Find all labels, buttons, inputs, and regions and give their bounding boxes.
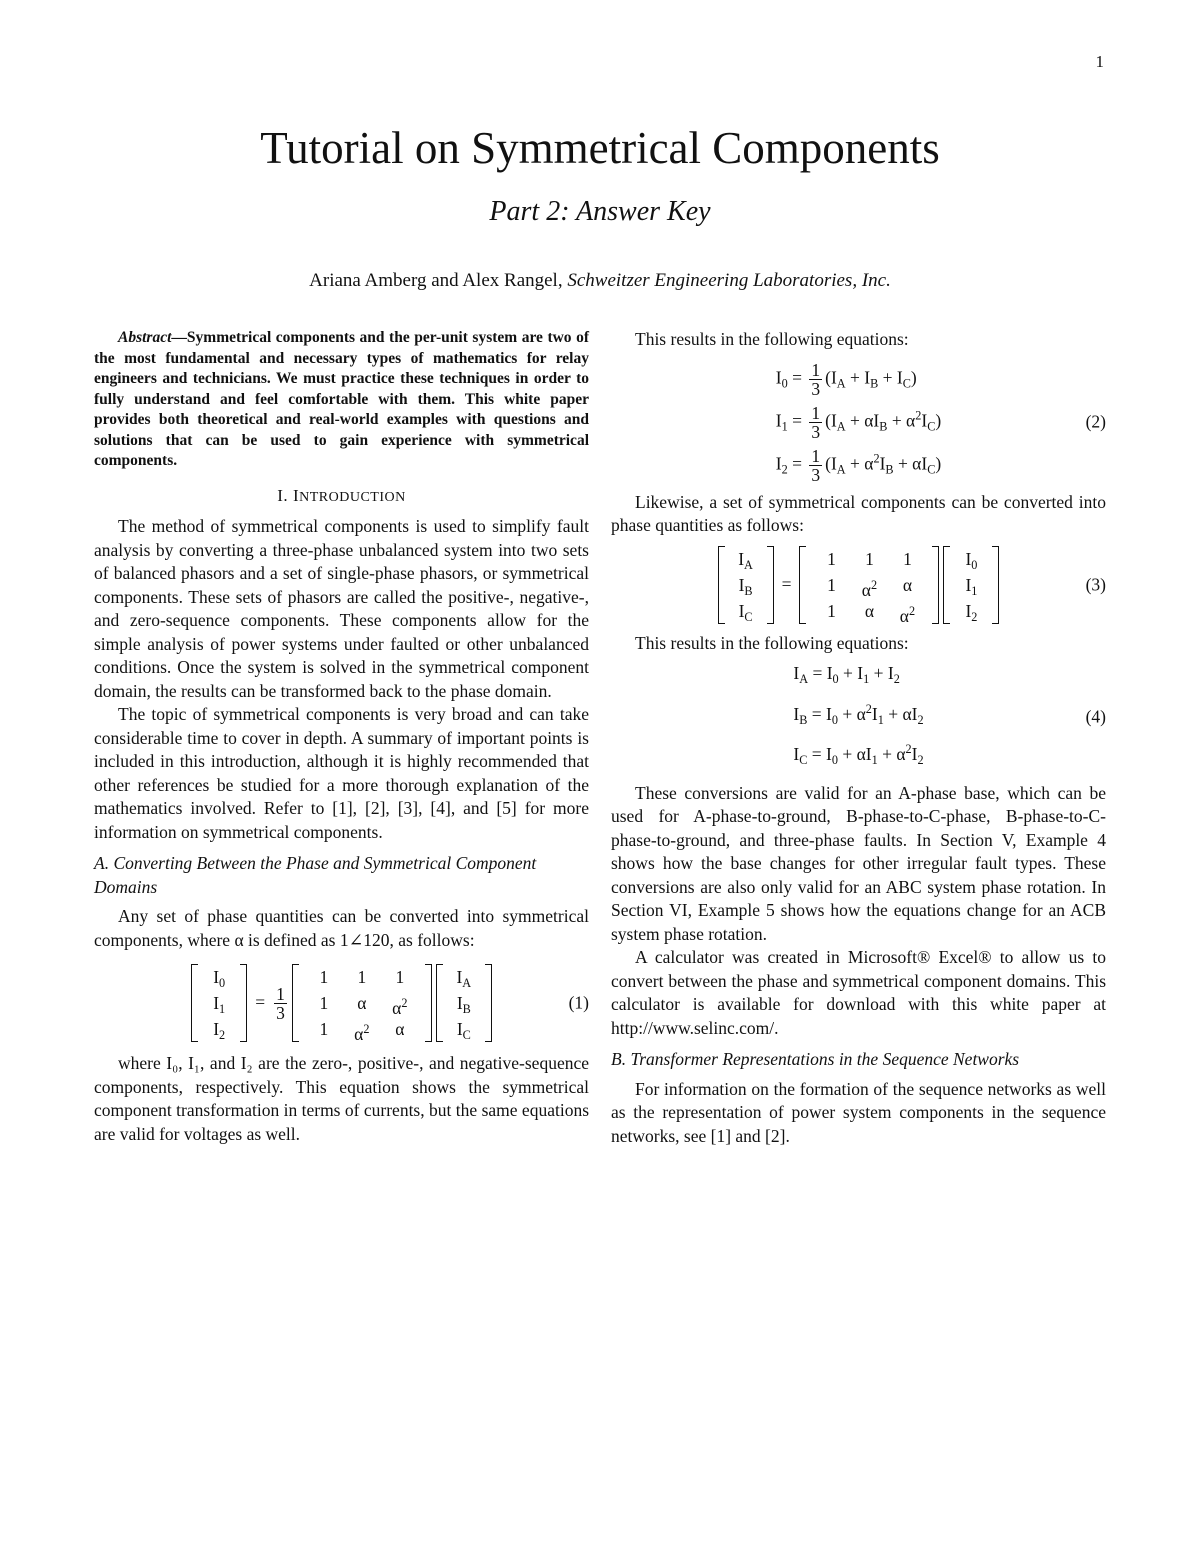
matrix-sequence-vector: $I_0$ $I_1$ $I_2$ <box>191 964 247 1042</box>
subsection-a-paragraph-1: Any set of phase quantities can be converted into symmetrical components, where α is defined as 1∠120, as follows: <box>94 906 589 950</box>
equation-number-4: (4) <box>1085 706 1106 727</box>
equals-sign: = <box>255 992 266 1013</box>
subsection-a-paragraph-2: where I₀, I₁, and I₂ are the zero-, positive-, and negative-sequence components, respectively. This equation shows the symmetrical component transformation in terms of currents, but the same equations are valid for voltages as well. <box>94 1053 589 1144</box>
fraction-one-third: $\frac{1}{3}$ <box>276 983 285 1023</box>
subsection-b-paragraph: For information on the formation of the sequence networks as well as the representation of power system components in the sequence networks, see [1] and [2]. <box>611 1078 1106 1146</box>
matrix-transform-a: 1 1 1 1 α $\alpha^2$ 1 $\alpha^2$ α <box>292 964 432 1042</box>
equation-number-3: (3) <box>1085 573 1106 594</box>
calculator-paragraph: A calculator was created in Microsoft® Excel® to allow us to convert between the phase and symmetrical component domains. This calculator is available for download with this white paper at http://www.selinc.com/. <box>611 947 1106 1038</box>
author-line <box>0 270 1200 292</box>
section-heading-introduction <box>94 484 589 510</box>
equation-2: $I_0$ = $\frac{1}{3}$ $(I_A + I_B + I_C)$ $I_1$ = $\frac{1}{3}$ $(I_A + \alpha I_B + \alpha^2I_C)$ $I_2$ = $\frac{1}{3}$ $(I_A + \alpha^2I_B + \alpha I_C)$ (2) <box>775 359 1106 485</box>
authors: Ariana Amberg and Alex Rangel, <box>309 270 563 291</box>
intro-equation-4: This results in the following equations: <box>635 632 909 653</box>
equation-number-2: (2) <box>1085 411 1106 432</box>
conversions-paragraph: These conversions are valid for an A-phase base, which can be used for A-phase-to-ground, B-phase-to-C-phase, B-phase-to-C-phase-to-ground, and three-phase faults. In Section V, Example 4 shows how the base changes for other irregular fault types. These conversions are also only valid for an ABC system phase rotation. In Section VI, Example 5 shows how the equations change for an ACB system phase rotation. <box>611 782 1106 944</box>
affiliation: Schweitzer Engineering Laboratories, Inc. <box>567 270 891 291</box>
right-column <box>611 328 1106 1148</box>
left-column <box>94 328 589 1146</box>
likewise-paragraph: Likewise, a set of symmetrical components can be converted into phase quantities as follows: <box>611 491 1106 535</box>
abstract-lead: Abstract <box>118 329 172 346</box>
equals-sign: = <box>781 573 792 594</box>
subsection-a-heading: A. Converting Between the Phase and Symmetrical Component Domains <box>94 853 537 897</box>
section-first-letter: I <box>292 485 300 505</box>
intro-paragraph-2: The topic of symmetrical components is very broad and can take considerable time to cover in depth. A summary of important points is included in this introduction, although it is highly recommended that other references be studied for a more thorough explanation of the mathematics involved. Refer to [1], [2], [3], [4], and [5] for more information on symmetrical components. <box>94 704 589 842</box>
matrix-phase-vector-3: $I_A$ $I_B$ $I_C$ <box>718 546 774 624</box>
page-number: 1 <box>1095 52 1104 71</box>
equation-4: $I_A = I_0 + I_1 + I_2$ $I_B = I_0 + \alpha^2I_1 + \alpha I_2$ $I_C = I_0 + \alpha I_1 + \alpha^2I_2$ (4) <box>793 663 1106 767</box>
intro-equation-2: This results in the following equations: <box>635 329 909 349</box>
matrix-transform-a-3: 1 1 1 1 $\alpha^2$ α 1 α $\alpha^2$ <box>799 546 939 624</box>
subsection-b-heading: B. Transformer Representations in the Sequence Networks <box>611 1049 1020 1069</box>
section-number: I. <box>277 485 289 505</box>
section-title-rest: NTRODUCTION <box>299 489 406 505</box>
abstract <box>94 328 589 472</box>
intro-paragraph-1: The method of symmetrical components is used to simplify fault analysis by converting a three-phase unbalanced system into two sets of balanced phasors and a set of single-phase phasors, or symmetrical components. These sets of phasors are called the positive-, negative-, and zero-sequence components. These components allow for the simple analysis of power systems under faulted or other unbalanced conditions. Once the system is solved in the symmetrical component domain, the results can be transformed back to the phase domain. <box>94 516 589 701</box>
equation-3 <box>611 546 1106 624</box>
matrix-sequence-vector-3: $I_0$ $I_1$ $I_2$ <box>943 546 999 624</box>
equation-1 <box>94 964 589 1042</box>
abstract-text: —Symmetrical components and the per-unit system are two of the most fundamental and necessary types of mathematics for relay engineers and technicians. We must practice these techniques in order to fully understand and feel comfortable with them. This white paper provides both theoretical and real-world examples with questions and solutions that can be used to gain experience with symmetrical components. <box>94 329 589 469</box>
equation-number-1: (1) <box>568 992 589 1013</box>
matrix-phase-vector: $I_A$ $I_B$ $I_C$ <box>436 964 492 1042</box>
paper-subtitle: Part 2: Answer Key <box>489 196 711 227</box>
paper-title: Tutorial on Symmetrical Components <box>260 123 940 173</box>
